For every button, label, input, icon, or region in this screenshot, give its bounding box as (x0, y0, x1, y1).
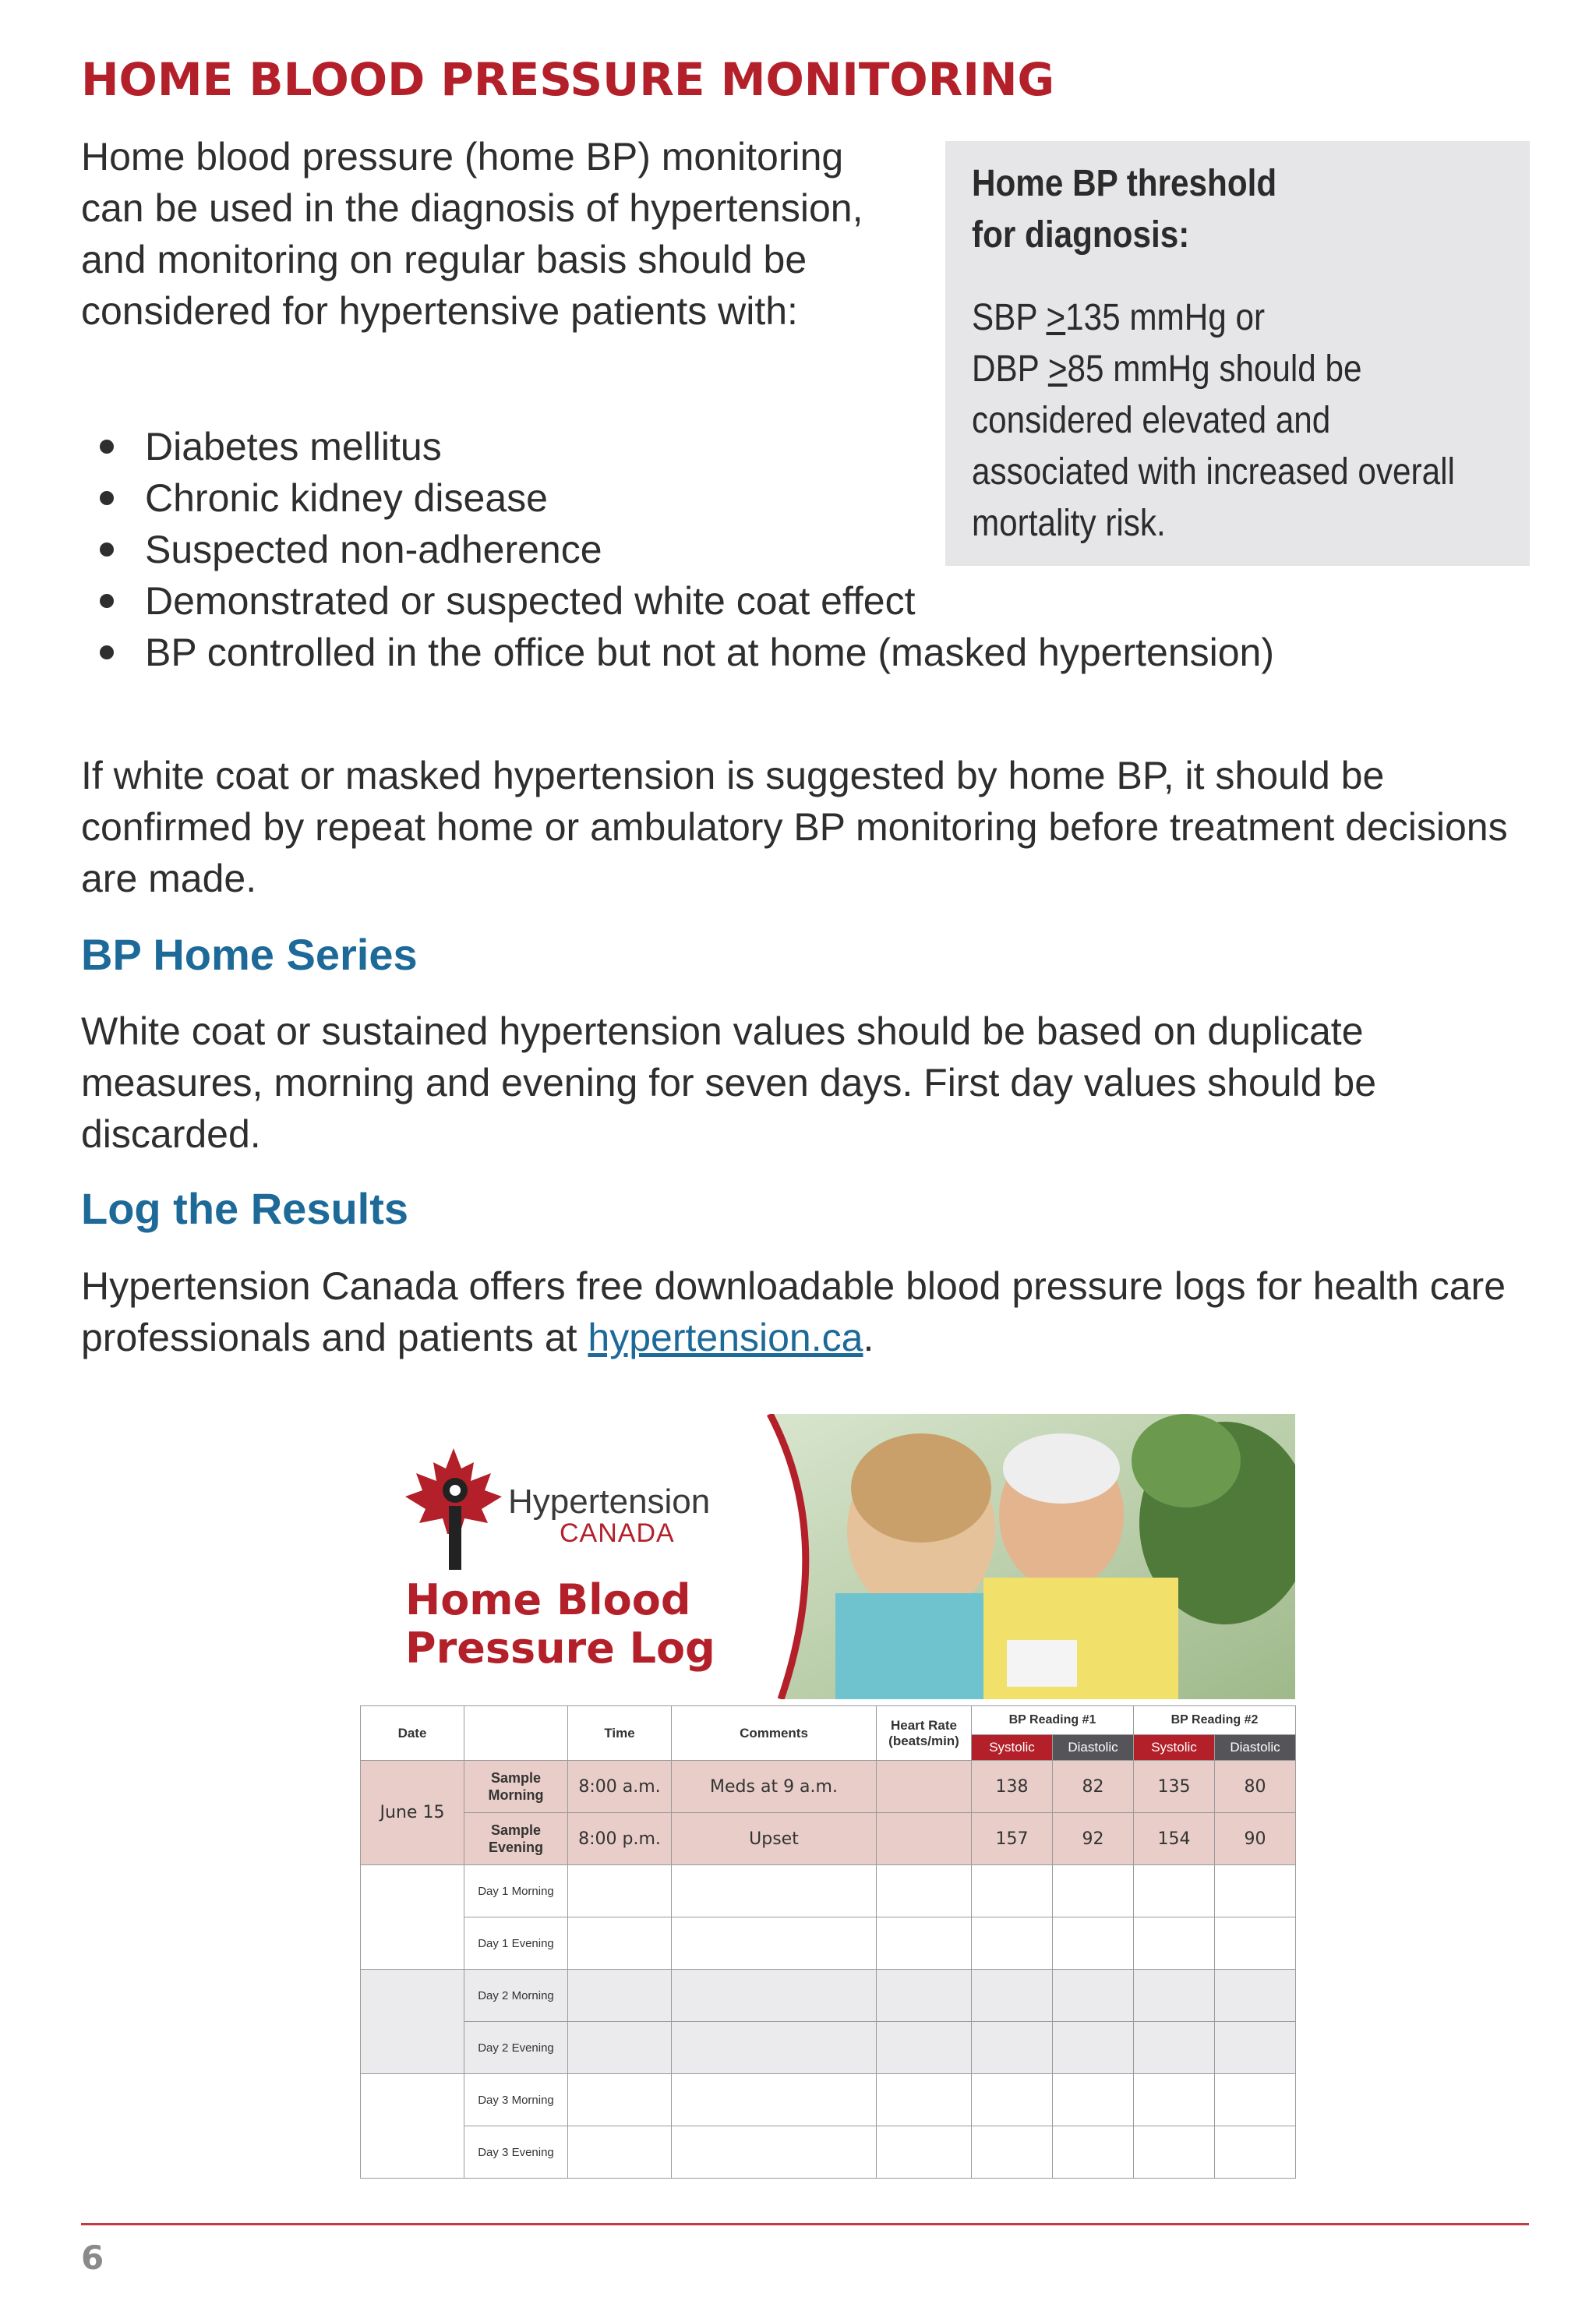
page-title: HOME BLOOD PRESSURE MONITORING (81, 53, 1055, 106)
heart-rate-cell (877, 1813, 972, 1865)
row-label: Day 2 Morning (464, 1970, 568, 2022)
bp-log-image (360, 1414, 1295, 2190)
bullet-icon (100, 543, 114, 557)
systolic-cell: 154 (1134, 1813, 1215, 1865)
intro-paragraph: Home blood pressure (home BP) monitoring can be used in the diagnosis of hypertension, and monitoring on regular basis should be considered for hypertensive patients with: (81, 135, 863, 333)
sbp-value: 135 mmHg or (1065, 297, 1266, 338)
diastolic-cell: 80 (1215, 1761, 1296, 1813)
heart-rate-cell (877, 1761, 972, 1813)
patients-photo (750, 1414, 1295, 1699)
greater-equal-sign: > (1047, 348, 1068, 390)
hypertension-canada-logo (399, 1442, 750, 1582)
series-heading: BP Home Series (81, 930, 418, 979)
header-diastolic: Diastolic (1053, 1735, 1134, 1761)
log-heading: Log the Results (81, 1184, 409, 1233)
time-cell: 8:00 a.m. (568, 1761, 672, 1813)
list-item: Diabetes mellitus (81, 421, 1484, 472)
bp-log-table (360, 1705, 1296, 2179)
row-label: Sample Evening (464, 1813, 568, 1865)
table-row (361, 2126, 1296, 2179)
page-number: 6 (81, 2239, 104, 2277)
indication-list (81, 421, 1484, 678)
header-diastolic: Diastolic (1215, 1735, 1296, 1761)
diastolic-cell: 90 (1215, 1813, 1296, 1865)
logo-wordmark: Hypertension (508, 1483, 711, 1521)
maple-leaf-icon (399, 1442, 508, 1575)
threshold-heading: Home BP threshold for diagnosis: (972, 163, 1277, 256)
row-label: Day 1 Evening (464, 1917, 568, 1970)
dbp-value: 85 mmHg should be considered elevated and associated with increased overall mortality risk. (972, 348, 1455, 544)
header-blank (464, 1706, 568, 1761)
comment-cell: Meds at 9 a.m. (672, 1761, 877, 1813)
row-label: Sample Morning (464, 1761, 568, 1813)
confirm-paragraph: If white coat or masked hypertension is suggested by home BP, it should be confirmed by repeat home or ambulatory BP monitoring before treatment decisions are made. (81, 754, 1508, 900)
date-cell (361, 2074, 464, 2179)
table-row (361, 1761, 1296, 1813)
bullet-icon (100, 645, 114, 659)
table-row (361, 2022, 1296, 2074)
comment-cell: Upset (672, 1813, 877, 1865)
table-row (361, 1917, 1296, 1970)
table-row (361, 1813, 1296, 1865)
header-heart-rate: Heart Rate (beats/min) (877, 1706, 972, 1761)
footer-divider (81, 2223, 1529, 2225)
diastolic-cell: 82 (1053, 1761, 1134, 1813)
log-title: Home Blood Pressure Log (405, 1575, 715, 1673)
series-paragraph: White coat or sustained hypertension values should be based on duplicate measures, morning and evening for seven days. First day values should be discarded. (81, 1009, 1377, 1156)
systolic-cell: 135 (1134, 1761, 1215, 1813)
date-cell (361, 1865, 464, 1970)
systolic-cell: 138 (972, 1761, 1053, 1813)
row-label: Day 3 Evening (464, 2126, 568, 2179)
greater-equal-sign: > (1046, 297, 1066, 338)
sbp-prefix: SBP (972, 297, 1047, 338)
dbp-prefix: DBP (972, 348, 1048, 390)
header-systolic: Systolic (972, 1735, 1053, 1761)
bullet-icon (100, 491, 114, 505)
header-comments: Comments (672, 1706, 877, 1761)
bullet-icon (100, 594, 114, 608)
header-reading-1: BP Reading #1 (972, 1706, 1134, 1735)
header-systolic: Systolic (1134, 1735, 1215, 1761)
hypertension-link[interactable]: hypertension.ca (588, 1316, 863, 1359)
row-label: Day 2 Evening (464, 2022, 568, 2074)
log-paragraph: Hypertension Canada offers free downloadable blood pressure logs for health care professionals and patients at hypertension.ca. (81, 1264, 1506, 1359)
header-reading-2: BP Reading #2 (1134, 1706, 1296, 1735)
bullet-icon (100, 440, 114, 454)
header-time: Time (568, 1706, 672, 1761)
table-row (361, 2074, 1296, 2126)
header-date: Date (361, 1706, 464, 1761)
list-item: Suspected non-adherence (81, 524, 1484, 575)
date-cell (361, 1970, 464, 2074)
systolic-cell: 157 (972, 1813, 1053, 1865)
list-item: Chronic kidney disease (81, 472, 1484, 524)
list-item: BP controlled in the office but not at home (masked hypertension) (81, 627, 1484, 678)
time-cell: 8:00 p.m. (568, 1813, 672, 1865)
row-label: Day 1 Morning (464, 1865, 568, 1917)
row-label: Day 3 Morning (464, 2074, 568, 2126)
diastolic-cell: 92 (1053, 1813, 1134, 1865)
list-item: Demonstrated or suspected white coat effect (81, 575, 987, 627)
logo-country: CANADA (560, 1518, 675, 1548)
sample-date: June 15 (361, 1761, 464, 1865)
table-row (361, 1970, 1296, 2022)
table-row (361, 1865, 1296, 1917)
